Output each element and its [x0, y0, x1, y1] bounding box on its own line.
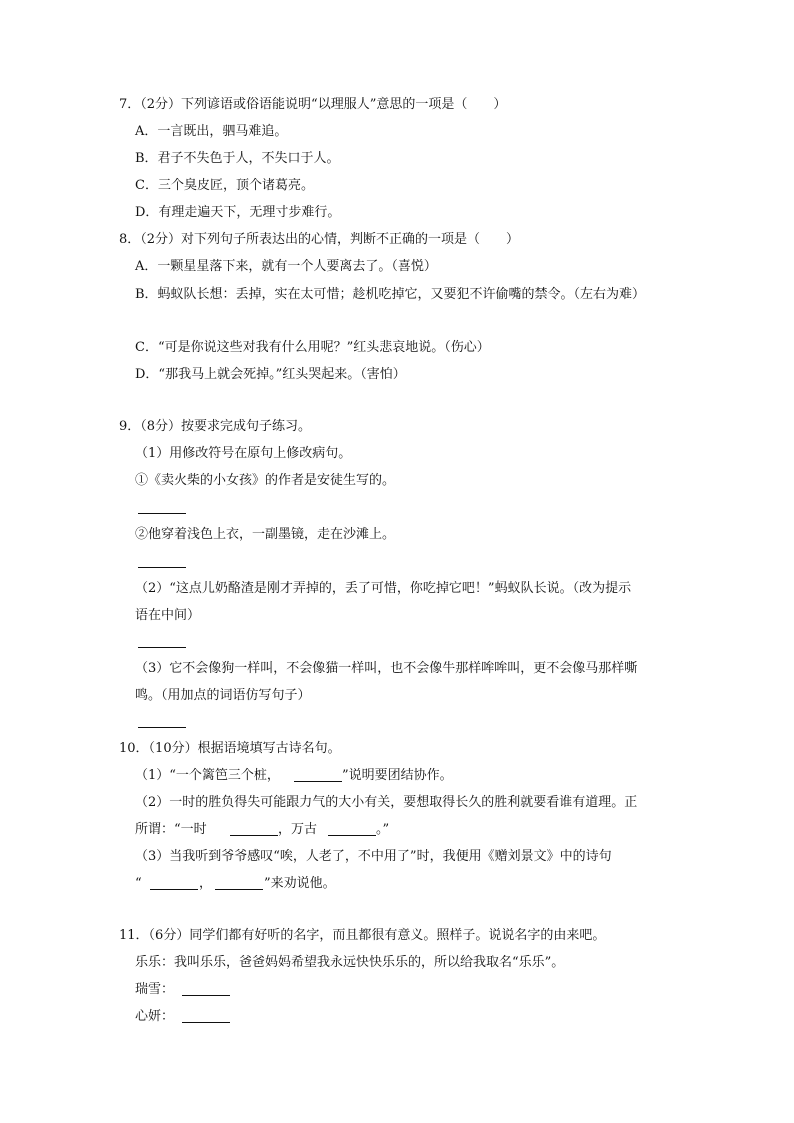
q9-part1-intro: （1）用修改符号在原句上修改病句。 [135, 446, 352, 461]
q9-answer-blank-4[interactable] [138, 727, 186, 728]
q8-stem: 8．（2分）对下列句子所表达出的心情，判断不正确的一项是（ ） [119, 232, 520, 247]
q10-blank-4[interactable] [150, 889, 198, 890]
q11-name-2-label: 心妍： [135, 1009, 175, 1024]
q8-option-c: C．“可是你说这些对我有什么用呢？”红头悲哀地说。（伤心） [135, 340, 490, 355]
q7-option-a: A．一言既出，驷马难追。 [135, 124, 288, 139]
q10-p3-close: ”来劝说他。 [264, 876, 336, 891]
q9-part3-line1: （3）它不会像狗一样叫，不会像猫一样叫，也不会像牛那样哞哞叫，更不会像马那样嘶 [135, 661, 638, 676]
q10-stem: 10．（10分）根据语境填写古诗名句。 [119, 741, 341, 756]
q7-option-c: C．三个臭皮匠，顶个诸葛亮。 [135, 178, 314, 193]
q10-p1-post: ”说明要团结协作。 [342, 768, 453, 783]
q7-stem: 7．（2分）下列谚语或俗语能说明“以理服人”意思的一项是（ ） [119, 97, 507, 112]
q7-option-d: D．有理走遍天下，无理寸步难行。 [135, 205, 341, 220]
q8-option-d: D．“那我马上就会死掉。”红头哭起来。（害怕） [135, 367, 406, 382]
q11-name-2-blank[interactable] [182, 1022, 230, 1023]
q10-p2-post: 。” [376, 822, 390, 837]
q10-blank-3[interactable] [328, 835, 376, 836]
q10-blank-1[interactable] [294, 781, 342, 782]
q10-p2-pre: 所谓：“一时 [135, 822, 207, 837]
q10-p3-line1: （3）当我听到爷爷感叹“唉，人老了，不中用了”时，我便用《赠刘景文》中的诗句 [135, 849, 612, 864]
q7-option-b: B．君子不失色于人，不失口于人。 [135, 151, 340, 166]
q9-part1-item1: ①《卖火柴的小女孩》的作者是安徒生写的。 [135, 473, 396, 488]
q11-name-1-label: 瑞雪： [135, 982, 175, 997]
q9-part2-line2: 语在中间） [135, 608, 201, 623]
q8-option-a: A．一颗星星落下来，就有一个人要离去了。（喜悦） [135, 259, 437, 274]
q9-part3-line2: 鸣。（用加点的词语仿写句子） [135, 688, 311, 703]
q10-p2-line1: （2）一时的胜负得失可能跟力气的大小有关，要想取得长久的胜利就要看谁有道理。正 [135, 795, 638, 810]
q10-p1-pre: （1）“一个篱笆三个桩， [135, 768, 280, 783]
q9-part2-line1: （2）“这点儿奶酪渣是刚才弄掉的，丢了可惜，你吃掉它吧！”蚂蚁队长说。（改为提示 [135, 581, 632, 596]
q9-answer-blank-2[interactable] [138, 567, 186, 568]
q8-option-b: B．蚂蚁队长想：丢掉，实在太可惜；趁机吃掉它，又要犯不许偷嘴的禁令。（左右为难） [135, 287, 646, 302]
q11-stem: 11．（6分）同学们都有好听的名字，而且都很有意义。照样子。说说名字的由来吧。 [119, 928, 606, 943]
q11-name-1-blank[interactable] [182, 995, 230, 996]
q10-blank-5[interactable] [215, 889, 263, 890]
q9-answer-blank-3[interactable] [138, 647, 186, 648]
q9-part1-item2: ②他穿着浅色上衣，一副墨镜，走在沙滩上。 [135, 527, 396, 542]
q9-answer-blank-1[interactable] [138, 513, 186, 514]
q11-example: 乐乐：我叫乐乐，爸爸妈妈希望我永远快快乐乐的，所以给我取名“乐乐”。 [135, 955, 565, 970]
q9-stem: 9．（8分）按要求完成句子练习。 [119, 419, 312, 434]
q10-blank-2[interactable] [230, 835, 278, 836]
q10-p2-mid: ，万古 [278, 822, 318, 837]
q10-p3-comma: ， [199, 876, 213, 891]
q10-p3-open: “ [135, 876, 142, 891]
